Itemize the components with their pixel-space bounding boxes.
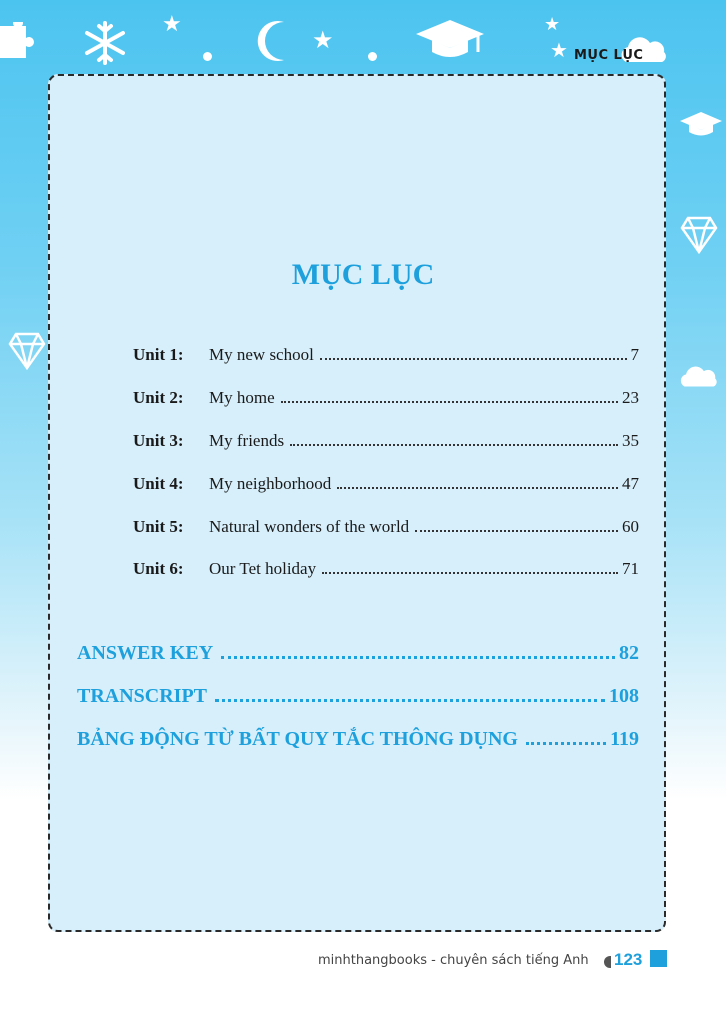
unit-number: Unit 2: <box>133 388 184 407</box>
graduation-cap-icon <box>414 18 486 69</box>
dot-decoration <box>368 52 377 61</box>
unit-number: Unit 6: <box>133 559 184 578</box>
unit-name: My friends <box>209 431 285 450</box>
dot-decoration <box>203 52 212 61</box>
page-marker <box>650 950 667 967</box>
dot-leader <box>322 572 618 574</box>
unit-number: Unit 4: <box>133 474 184 493</box>
unit-page: 60 <box>622 517 639 536</box>
graduation-cap-icon <box>678 110 724 145</box>
unit-number: Unit 5: <box>133 517 184 536</box>
section-name: ANSWER KEY <box>77 642 214 664</box>
star-icon: ★ <box>162 12 182 37</box>
star-icon: ★ <box>312 26 334 54</box>
dot-leader <box>281 401 618 403</box>
cloud-icon <box>678 362 720 395</box>
toc-title: MỤC LỤC <box>291 258 435 291</box>
unit-number: Unit 1: <box>133 345 184 364</box>
unit-page: 23 <box>622 388 639 407</box>
toc-section-row[interactable] <box>77 685 639 713</box>
toc-unit-row[interactable] <box>133 517 639 541</box>
diamond-icon <box>680 214 718 259</box>
unit-name: My home <box>209 388 275 407</box>
unit-name: Natural wonders of the world <box>209 517 410 536</box>
toc-unit-row[interactable] <box>133 474 639 498</box>
unit-page: 7 <box>630 345 639 364</box>
moon-icon <box>254 18 298 69</box>
section-name: TRANSCRIPT <box>77 685 208 707</box>
toc-unit-row[interactable] <box>133 559 639 583</box>
dot-leader <box>221 656 615 659</box>
star-icon: ★ <box>544 14 561 35</box>
toc-section-row[interactable] <box>77 728 639 756</box>
unit-name: My new school <box>209 345 314 364</box>
dot-leader <box>526 742 606 745</box>
dot-leader <box>337 487 618 489</box>
unit-page: 35 <box>622 431 639 450</box>
dot-leader <box>215 699 605 702</box>
section-name: BẢNG ĐỘNG TỪ BẤT QUY TẮC THÔNG DỤNG <box>77 728 518 750</box>
unit-name: Our Tet holiday <box>209 559 317 578</box>
dot-leader <box>320 358 627 360</box>
unit-page: 47 <box>622 474 639 493</box>
star-icon: ★ <box>550 38 568 62</box>
dot-leader <box>290 444 618 446</box>
header-tag: MỤC LỤC <box>574 48 644 63</box>
toc-unit-row[interactable] <box>133 431 639 455</box>
toc-panel <box>48 74 666 932</box>
unit-name: My neighborhood <box>209 474 332 493</box>
snowflake-icon <box>82 20 128 71</box>
diamond-icon <box>8 330 46 375</box>
page-number: 123 <box>614 950 643 969</box>
toc-unit-row[interactable] <box>133 345 639 369</box>
toc-unit-row[interactable] <box>133 388 639 412</box>
footer-publisher: minhthangbooks - chuyên sách tiếng Anh <box>318 953 589 968</box>
half-circle-icon <box>604 956 611 968</box>
puzzle-icon <box>0 22 34 67</box>
section-page: 119 <box>610 728 639 750</box>
section-page: 82 <box>619 642 639 664</box>
dot-leader <box>415 530 618 532</box>
section-page: 108 <box>609 685 639 707</box>
unit-number: Unit 3: <box>133 431 184 450</box>
unit-page: 71 <box>622 559 639 578</box>
toc-section-row[interactable] <box>77 642 639 670</box>
